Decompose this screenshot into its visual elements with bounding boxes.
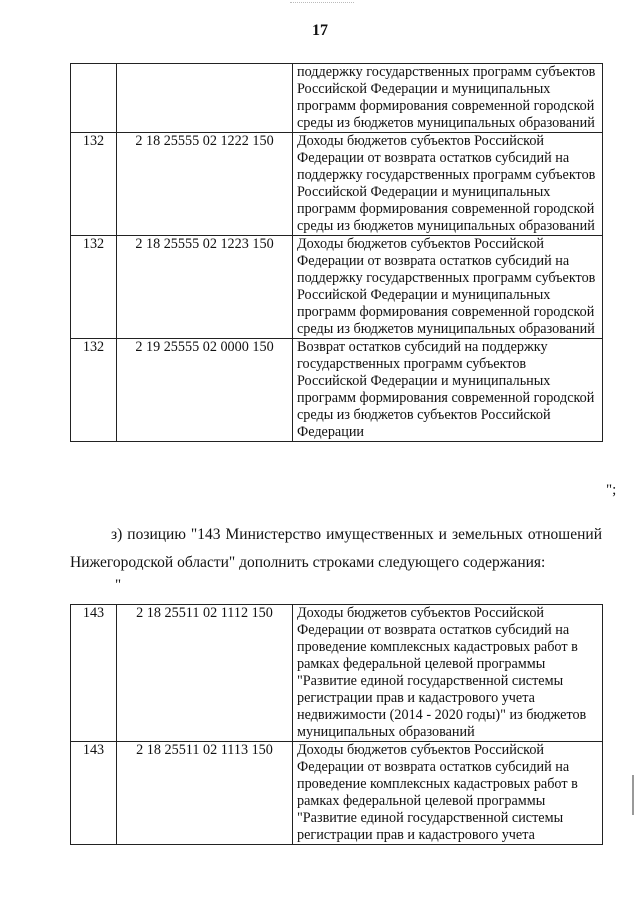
amendment-paragraph-line-1: з) позицию "143 Министерство имущественных и земельных отношений xyxy=(111,526,602,543)
closing-quote-mark: "; xyxy=(606,482,617,498)
opening-quote-mark: " xyxy=(115,577,122,593)
budget-code-cell xyxy=(117,64,293,133)
budget-codes-table-continued xyxy=(70,63,603,442)
budget-codes-table-new-rows xyxy=(70,604,603,845)
table-row xyxy=(71,605,603,742)
table-row xyxy=(71,339,603,442)
table-row xyxy=(71,64,603,133)
admin-code-cell: 143 xyxy=(71,605,117,742)
admin-code-cell: 132 xyxy=(71,236,117,339)
revenue-name-cell: Доходы бюджетов субъектов Российской Федерации от возврата остатков субсидий на поддержку государственных программ субъектов Российской Федерации и муниципальных программ формирования современной городской среды из бюджетов муниципальных образований xyxy=(293,236,603,339)
revenue-name-cell: Доходы бюджетов субъектов Российской Федерации от возврата остатков субсидий на проведение комплексных кадастровых работ в рамках федеральной целевой программы "Развитие единой государственной системы регистрации прав и кадастрового учета xyxy=(293,742,603,845)
revenue-name-cell: Доходы бюджетов субъектов Российской Федерации от возврата остатков субсидий на проведение комплексных кадастровых работ в рамках федеральной целевой программы "Развитие единой государственной системы регистрации прав и кадастрового учета недвижимости (2014 - 2020 годы)" из бюджетов муниципальных образований xyxy=(293,605,603,742)
admin-code-cell xyxy=(71,64,117,133)
budget-code-cell: 2 18 25555 02 1222 150 xyxy=(117,133,293,236)
budget-code-cell: 2 18 25511 02 1112 150 xyxy=(117,605,293,742)
revenue-name-cell: Доходы бюджетов субъектов Российской Федерации от возврата остатков субсидий на поддержку государственных программ субъектов Российской Федерации и муниципальных программ формирования современной городской среды из бюджетов муниципальных образований xyxy=(293,133,603,236)
admin-code-cell: 143 xyxy=(71,742,117,845)
budget-code-cell: 2 19 25555 02 0000 150 xyxy=(117,339,293,442)
amendment-paragraph-line-2: Нижегородской области" дополнить строками следующего содержания: xyxy=(70,554,546,571)
admin-code-cell: 132 xyxy=(71,133,117,236)
budget-code-cell: 2 18 25555 02 1223 150 xyxy=(117,236,293,339)
table-row xyxy=(71,236,603,339)
admin-code-cell: 132 xyxy=(71,339,117,442)
budget-code-cell: 2 18 25511 02 1113 150 xyxy=(117,742,293,845)
revenue-name-cell: Возврат остатков субсидий на поддержку государственных программ субъектов Российской Федерации и муниципальных программ формирования современной городской среды из бюджетов субъектов Российской Федерации xyxy=(293,339,603,442)
page-number: 17 xyxy=(312,22,328,39)
revenue-name-cell: поддержку государственных программ субъектов Российской Федерации и муниципальных программ формирования современной городской среды из бюджетов муниципальных образований xyxy=(293,64,603,133)
table-row xyxy=(71,742,603,845)
scan-edge-mark xyxy=(632,775,634,815)
scan-artifact xyxy=(290,2,354,7)
table-row xyxy=(71,133,603,236)
